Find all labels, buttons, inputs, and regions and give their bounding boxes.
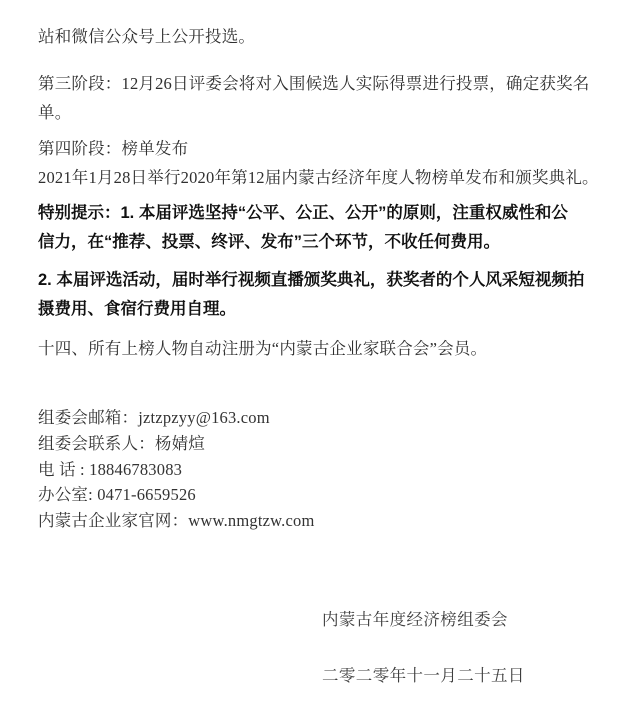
text-line: 第三阶段：12月26日评委会将对入围候选人实际得票进行投票，确定获奖名 xyxy=(38,74,590,93)
paragraph-item-fourteen xyxy=(38,334,487,363)
signature-date: 二零二零年十一月二十五日 xyxy=(322,666,525,685)
paragraph-special-note-1 xyxy=(38,199,568,257)
contact-email-line: 组委会邮箱：jztzpzyy@163.com xyxy=(38,408,270,427)
signature-organization: 内蒙古年度经济榜组委会 xyxy=(322,610,508,629)
paragraph-special-note-2 xyxy=(38,266,584,324)
text-line: 2021年1月28日举行2020年第12届内蒙古经济年度人物榜单发布和颁奖典礼。 xyxy=(38,168,599,187)
contact-website-line: 内蒙古企业家官网：www.nmgtzw.com xyxy=(38,511,315,531)
text-line: 第四阶段：榜单发布 xyxy=(38,139,189,158)
text-line: 站和微信公众号上公开投选。 xyxy=(38,27,256,46)
paragraph-voting-intro xyxy=(38,22,255,51)
text-line: 单。 xyxy=(38,103,72,122)
text-line: 特别提示：1. 本届评选坚持“公平、公正、公开”的原则，注重权威性和公 xyxy=(38,204,568,222)
paragraph-stage-three xyxy=(38,69,590,127)
contact-person-line: 组委会联系人：杨婧煊 xyxy=(38,433,205,453)
text-line: 十四、所有上榜人物自动注册为“内蒙古企业家联合会”会员。 xyxy=(38,339,488,358)
text-line: 信力，在“推荐、投票、终评、发布”三个环节，不收任何费用。 xyxy=(38,233,500,251)
contact-phone-line: 电 话 : 18846783083 xyxy=(38,459,183,479)
text-line: 2. 本届评选活动，届时举行视频直播颁奖典礼，获奖者的个人风采短视频拍 xyxy=(38,271,585,289)
contact-office-line: 办公室: 0471-6659526 xyxy=(38,485,196,505)
text-line: 摄费用、食宿行费用自理。 xyxy=(38,300,236,318)
paragraph-stage-four xyxy=(38,134,599,192)
contact-block xyxy=(38,405,315,534)
